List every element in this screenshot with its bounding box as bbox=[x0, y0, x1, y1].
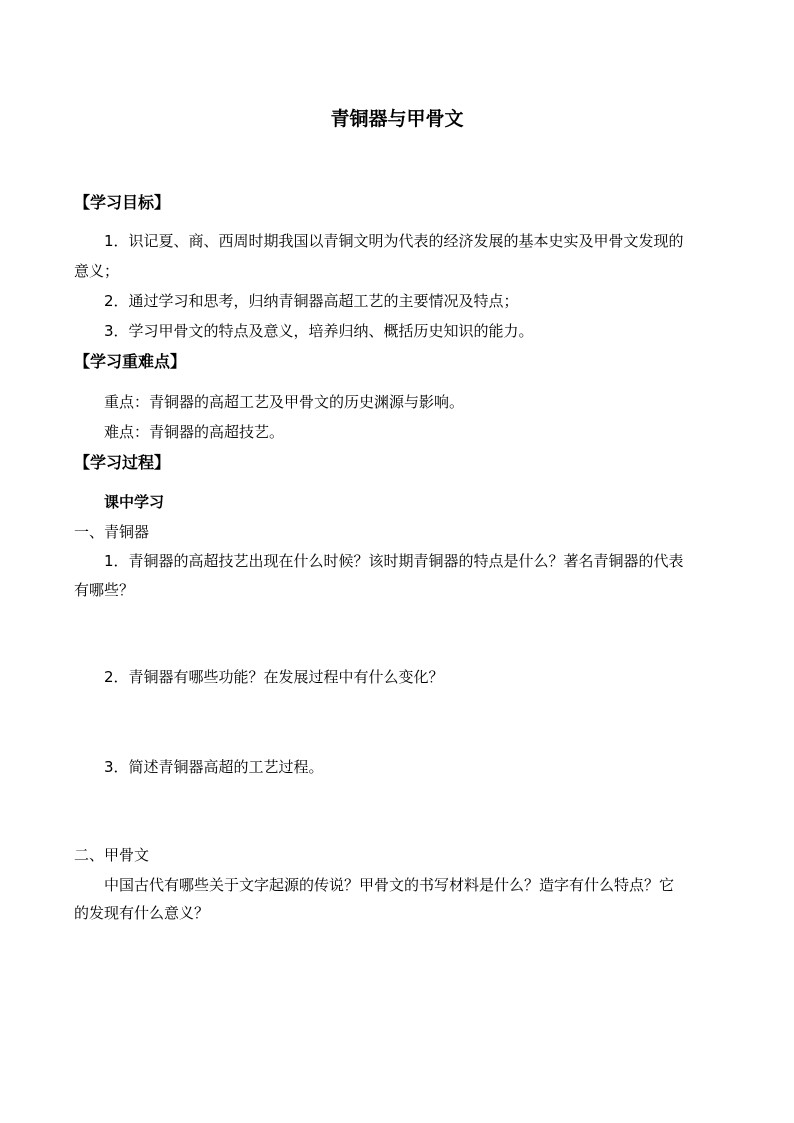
section-1-question-3: 3．简述青铜器高超的工艺过程。 bbox=[104, 758, 324, 776]
process-subheading: 课中学习 bbox=[104, 493, 165, 511]
process-heading: 【学习过程】 bbox=[74, 453, 171, 472]
key-points-heading: 【学习重难点】 bbox=[74, 352, 187, 371]
key-point-difficulty: 难点：青铜器的高超技艺。 bbox=[104, 423, 285, 441]
section-1-question-1-line-1: 1．青铜器的高超技艺出现在什么时候？该时期青铜器的特点是什么？著名青铜器的代表 bbox=[104, 552, 684, 570]
objectives-heading: 【学习目标】 bbox=[74, 193, 171, 212]
objective-item-1-line-2: 意义； bbox=[74, 262, 120, 280]
page-title: 青铜器与甲骨文 bbox=[330, 108, 464, 130]
key-point-focus: 重点：青铜器的高超工艺及甲骨文的历史渊源与影响。 bbox=[104, 393, 465, 411]
section-2-title: 二、甲骨文 bbox=[74, 846, 150, 864]
section-1-question-1-line-2: 有哪些？ bbox=[74, 581, 135, 599]
section-2-question-line-2: 的发现有什么意义？ bbox=[74, 904, 210, 922]
section-2-question-line-1: 中国古代有哪些关于文字起源的传说？甲骨文的书写材料是什么？造字有什么特点？它 bbox=[104, 876, 675, 894]
section-1-question-2: 2．青铜器有哪些功能？在发展过程中有什么变化？ bbox=[104, 668, 444, 686]
section-1-title: 一、青铜器 bbox=[74, 523, 150, 541]
objective-item-1-line-1: 1．识记夏、商、西周时期我国以青铜文明为代表的经济发展的基本史实及甲骨文发现的 bbox=[104, 232, 684, 250]
objective-item-3: 3．学习甲骨文的特点及意义，培养归纳、概括历史知识的能力。 bbox=[104, 322, 534, 340]
objective-item-2: 2．通过学习和思考，归纳青铜器高超工艺的主要情况及特点； bbox=[104, 292, 519, 310]
